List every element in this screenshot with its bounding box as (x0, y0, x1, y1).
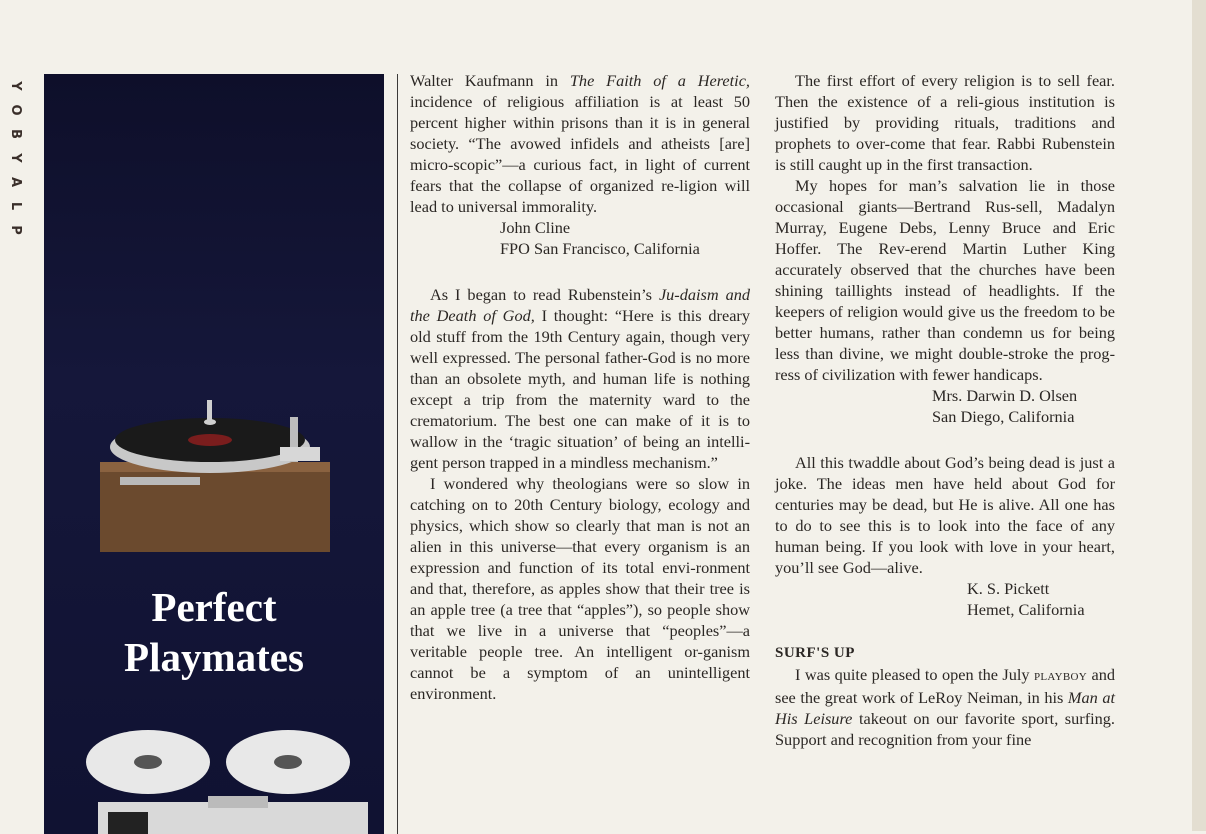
spine-letter: A (8, 176, 23, 188)
letter-paragraph: I wondered why theologians were so slow in catching on to 20th Century biology, ecology and physics, which show so clearly that man is not an alien in this universe—that every organism is an expression and function of its total envi-ronment and that, therefore, as apples show that their tree is an apple tree (a tree that “apples”), so people show that we live in a universe that “peoples”—a veritable people tree. An intelligent or-ganism cannot be a symptom of an unintelligent environment. (410, 474, 750, 703)
signature-place: San Diego, California (932, 407, 1075, 426)
letter-paragraph (775, 664, 1115, 750)
text: Walter Kaufmann in (410, 71, 570, 90)
book-title: Ju-daism and the Death of God, (410, 285, 751, 325)
letter-paragraph: All this twaddle about God’s being dead is just a joke. The ideas men have held about God for centuries may be dead, but He is alive. All one has to do to see this is to look into the face of any human being. If you look with love in your heart, you’ll see God—alive. (775, 453, 1115, 577)
letter-paragraph: The first effort of every religion is to sell fear. Then the existence of a reli-gious institution is justified by providing rituals, traditions and prophets to over-come that fear. Rabbi Rubenstein is still caught up in the first transaction. (775, 71, 1115, 174)
spine-letter: L (8, 201, 23, 211)
letters-column-left (410, 70, 750, 704)
letter-paragraph (410, 70, 750, 217)
signature-name: Mrs. Darwin D. Olsen (932, 386, 1078, 405)
text: I thought: “Here is this dreary old stuff from the 19th Century again, though very well expressed. The personal father-God is no more than an obsolete myth, and human life is nothing except a trip from the maternity ward to the crematorium. The best one can make of it is to wallow in the ‘tragic situation’ of being an intelli-gent person trapped in a mindless mechanism.” (410, 306, 750, 472)
article-title: Man at His Leisure (775, 688, 1115, 728)
spine-letter: O (8, 104, 23, 116)
advertisement-panel (44, 74, 384, 834)
tape-recorder-illustration (78, 722, 378, 834)
text: I was quite pleased to open the July (795, 665, 1034, 684)
letters-column-right (775, 70, 1115, 750)
section-heading: SURF'S UP (775, 645, 855, 661)
ad-headline-line: Playmates (124, 634, 304, 680)
spine-letter: Y (8, 153, 23, 163)
ad-headline-line: Perfect (151, 584, 277, 630)
column-rule (397, 74, 398, 834)
spine-letter: B (8, 129, 23, 139)
signature-place: FPO San Francisco, California (500, 239, 700, 258)
magazine-spine-label (2, 74, 23, 242)
signature-place: Hemet, California (967, 600, 1085, 619)
book-title: The Faith of a Heretic, (569, 71, 750, 90)
turntable-illustration (100, 392, 330, 552)
ad-headline (44, 582, 384, 682)
page-edge (1192, 0, 1206, 831)
signature-name: K. S. Pickett (967, 579, 1050, 598)
spine-letter: Y (8, 81, 23, 91)
letter-paragraph: My hopes for man’s salvation lie in those occasional giants—Bertrand Rus-sell, Madalyn Murray, Eugene Debs, Lenny Bruce and Eric Hoffer. The Rev-erend Martin Luther King accurately observed that the churches have been shining taillights instead of headlights. If the keepers of religion would give us the freedom to be better humans, rather than condemn us for being less than divine, we might double-stroke the prog-ress of civilization with fewer handicaps. (775, 176, 1115, 384)
text: incidence of religious affiliation is at least 50 percent higher within prisons than it is in general society. “The avowed infidels and atheists [are] micro-scopic”—a curious fact, in light of current fears that the collapse of organized re-ligion will lead to universal immorality. (410, 92, 750, 216)
text: As I began to read Rubenstein’s (430, 285, 659, 304)
spine-letter: P (8, 225, 23, 235)
text: and see the great work of LeRoy Neiman, in his (775, 665, 1115, 707)
text: takeout on our favorite sport, surfing. Support and recognition from your fine (775, 709, 1115, 749)
brand-name: playboy (1034, 668, 1088, 684)
signature-name: John Cline (500, 218, 571, 237)
letter-paragraph (410, 284, 750, 473)
